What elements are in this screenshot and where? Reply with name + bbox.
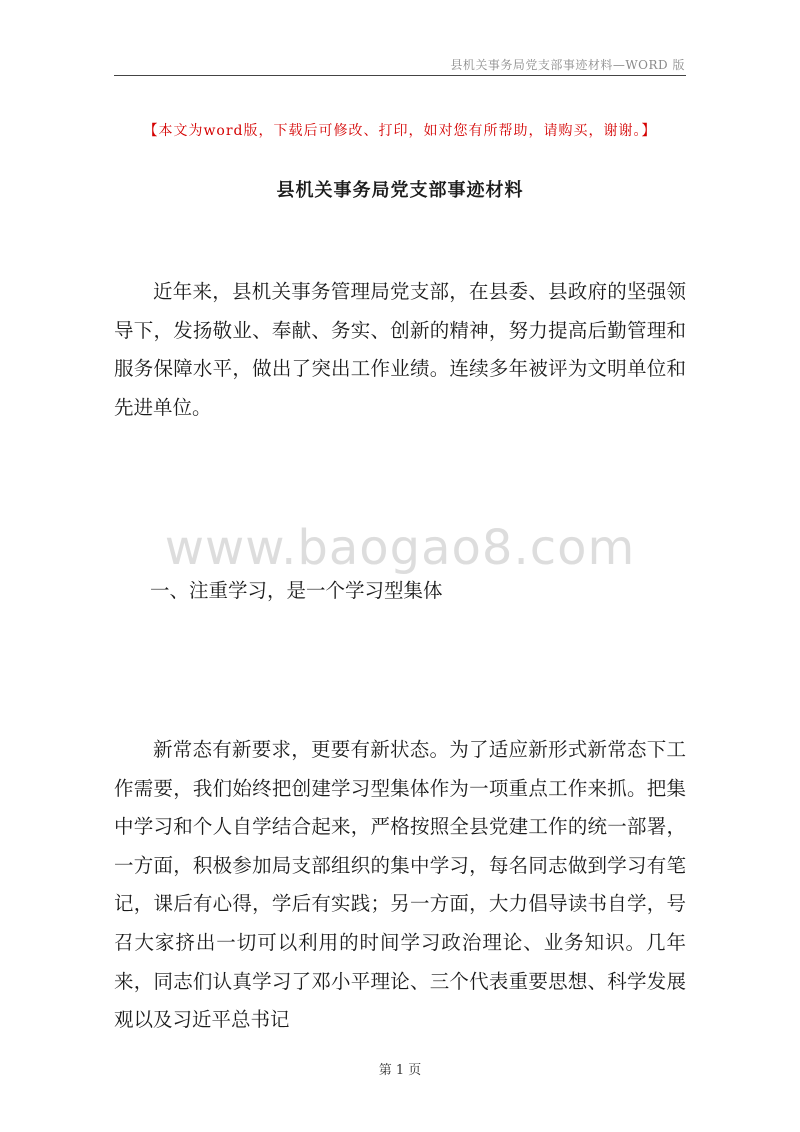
document-title: 县机关事务局党支部事迹材料 <box>276 180 524 201</box>
page-number: 第 1 页 <box>378 1063 422 1078</box>
section-heading: 一、注重学习，是一个学习型集体 <box>150 579 443 602</box>
watermark: www.baogao8.com <box>164 520 636 576</box>
running-header: 县机关事务局党支部事迹材料—WORD 版 <box>450 58 685 72</box>
header-divider <box>114 75 686 76</box>
intro-paragraph: 近年来，县机关事务管理局党支部，在县委、县政府的坚强领导下，发扬敬业、奉献、务实、创新的精神，努力提高后勤管理和服务保障水平，做出了突出工作业绩。连续多年被评为文明单位和先进单位。 <box>114 280 686 419</box>
purchase-notice: 【本文为word版，下载后可修改、打印，如对您有所帮助，请购买，谢谢。】 <box>143 123 657 139</box>
body-paragraph: 新常态有新要求，更要有新状态。为了适应新形式新常态下工作需要，我们始终把创建学习型集体作为一项重点工作来抓。把集中学习和个人自学结合起来，严格按照全县党建工作的统一部署，一方面，积极参加局支部组织的集中学习，每名同志做到学习有笔记，课后有心得，学后有实践；另一方面，大力倡导读书自学，号召大家挤出一切可以利用的时间学习政治理论、业务知识。几年来，同志们认真学习了邓小平理论、三个代表重要思想、科学发展观以及习近平总书记 <box>114 738 686 1032</box>
